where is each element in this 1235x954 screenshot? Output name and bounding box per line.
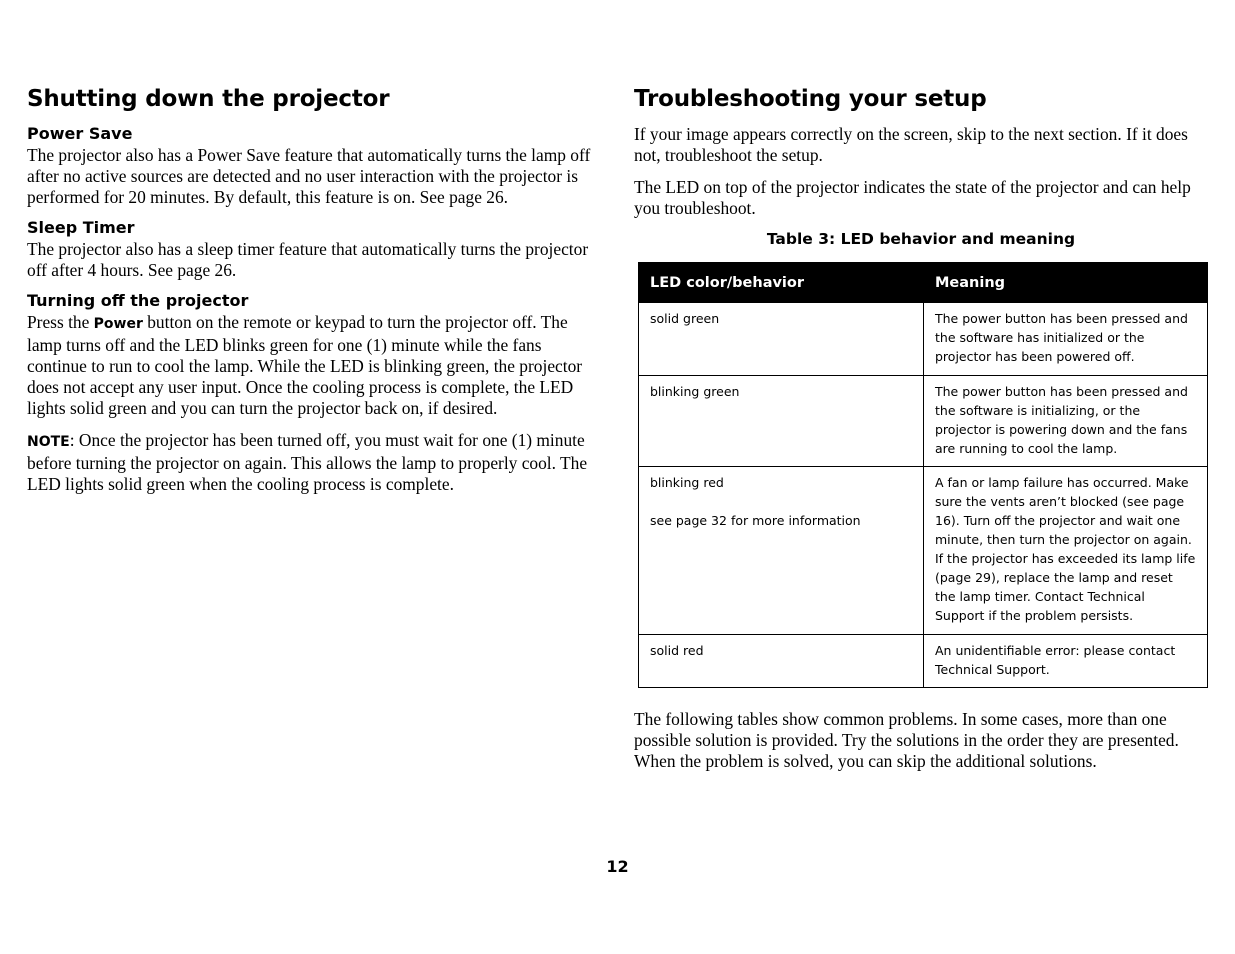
section-title-troubleshooting: Troubleshooting your setup: [634, 86, 987, 112]
led-paragraph: The LED on top of the projector indicates the state of the projector and can help you troubleshoot.: [634, 177, 1191, 218]
sleep-timer-section: [27, 218, 602, 281]
turning-off-section: [27, 291, 602, 419]
behavior-label: blinking green: [650, 384, 740, 399]
meaning-cell: A fan or lamp failure has occurred. Make sure the vents aren’t blocked (see page 16). Turn off the projector and wait one minute, then turn the projector on again. If the projector has exceeded its lamp life (page 29), replace the lamp and reset the lamp timer. Contact Technical Support if the problem persists.: [924, 467, 1208, 635]
table-row: [639, 376, 1208, 467]
behavior-cell: [639, 376, 924, 467]
behavior-note: see page 32 for more information: [650, 513, 861, 528]
meaning-cell: The power button has been pressed and the software is initializing, or the projector is powering down and the fans are running to cool the lamp.: [924, 376, 1208, 467]
behavior-label: solid green: [650, 311, 720, 326]
meaning-cell: An unidentifiable error: please contact Technical Support.: [924, 635, 1208, 688]
intro-paragraph: If your image appears correctly on the screen, skip to the next section. If it does not, troubleshoot the setup.: [634, 124, 1188, 165]
turning-off-heading: Turning off the projector: [27, 291, 249, 310]
power-save-heading: Power Save: [27, 124, 133, 143]
turning-off-text-after: button on the remote or keypad to turn the projector off. The lamp turns off and the LED blinks green for one (1) minute while the fans continue to run to cool the lamp. While the LED is blinking green, the projector does not accept any user input. Once the cooling process is complete, the LED lights solid green and you can turn the projector back on, if desired.: [27, 312, 583, 418]
behavior-cell: [639, 635, 924, 688]
behavior-cell: [639, 303, 924, 376]
behavior-label: solid red: [650, 643, 704, 658]
table-row: [639, 635, 1208, 688]
behavior-label: blinking red: [650, 475, 724, 490]
table-caption: Table 3: LED behavior and meaning: [766, 230, 1076, 248]
power-save-text: The projector also has a Power Save feature that automatically turns the lamp off after no active sources are detected and no user interaction with the projector is performed for 20 minutes. By default, this feature is on. See page 26.: [27, 145, 591, 207]
note-label: NOTE: [27, 434, 70, 450]
behavior-cell: [639, 467, 924, 635]
turning-off-text: [27, 312, 602, 419]
note-text: : Once the projector has been turned off, you must wait for one (1) minute before turning the projector on again. This allows the lamp to properly cool. The LED lights solid green when the cooling process is complete.: [27, 430, 588, 494]
table-row: [639, 303, 1208, 376]
section-title-shutting-down: Shutting down the projector: [27, 86, 390, 112]
sleep-timer-text: The projector also has a sleep timer feature that automatically turns the projector off after 4 hours. See page 26.: [27, 239, 589, 280]
led-behavior-table: [638, 262, 1208, 688]
page-number: 12: [606, 857, 629, 876]
power-keyword: Power: [93, 316, 143, 332]
common-problems-paragraph: The following tables show common problems. In some cases, more than one possible solution is provided. Try the solutions in the order they are presented. When the problem is solved, you can skip the additional solutions.: [634, 709, 1179, 771]
sleep-timer-heading: Sleep Timer: [27, 218, 135, 237]
table-header-row: [639, 263, 1208, 303]
left-column: [27, 86, 602, 495]
note-paragraph: [27, 430, 602, 495]
header-meaning: Meaning: [924, 263, 1208, 303]
table-row: [639, 467, 1208, 635]
right-column: [634, 86, 1208, 772]
meaning-cell: The power button has been pressed and the software has initialized or the projector has been powered off.: [924, 303, 1208, 376]
turning-off-text-before: Press the: [27, 312, 94, 332]
power-save-section: [27, 124, 602, 208]
header-led-behavior: LED color/behavior: [639, 263, 924, 303]
